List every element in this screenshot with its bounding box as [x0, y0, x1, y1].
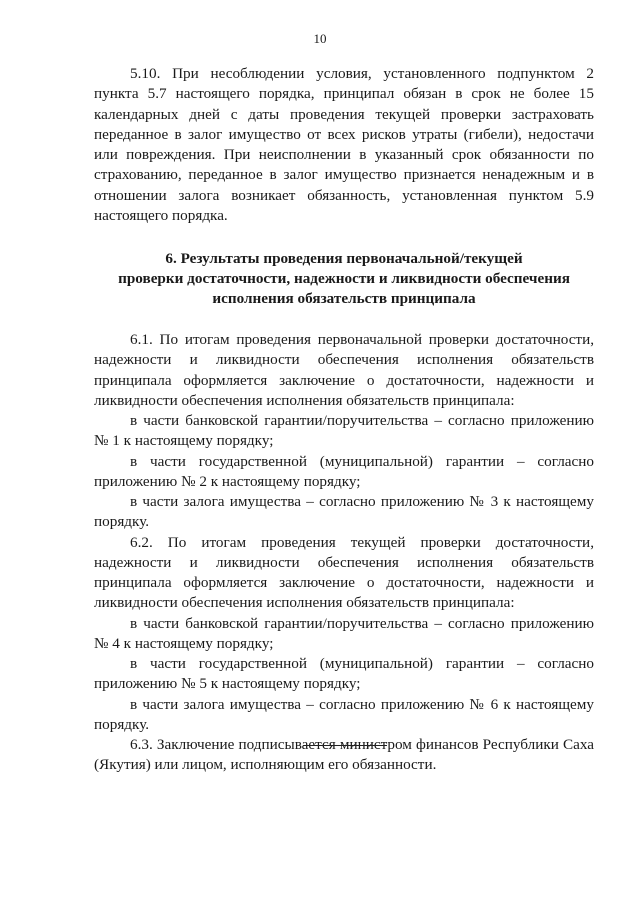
paragraph-6-2: 6.2. По итогам проведения текущей проверки достаточности, надежности и ликвидности обеспечения исполнения обязательств принципала оформляется заключение о достаточности, надежности и ликвидности обеспечения исполнения обязательств принципала:: [94, 533, 594, 612]
paragraph-6-2-property-pledge: в части залога имущества – согласно приложению № 6 к настоящему порядку.: [94, 695, 594, 733]
section-6-heading-line-1: 6. Результаты проведения первоначальной/текущей: [165, 250, 523, 267]
section-6-heading: [94, 249, 594, 309]
document-body: [94, 64, 594, 776]
paragraph-6-1-property-pledge: в части залога имущества – согласно приложению № 3 к настоящему порядку.: [94, 493, 594, 531]
section-6-heading-line-3: исполнения обязательств принципала: [212, 290, 476, 307]
end-rule-divider: [303, 745, 387, 746]
paragraph-6-1: 6.1. По итогам проведения первоначальной проверки достаточности, надежности и ликвидности обеспечения исполнения обязательств принципала оформляется заключение о достаточности, надежности и ликвидности обеспечения исполнения обязательств принципала:: [94, 331, 594, 409]
paragraph-6-3: 6.3. Заключение подписывается министром финансов Республики Саха (Якутия) или лицом, исполняющим его обязанности.: [94, 736, 594, 774]
paragraph-6-2-state-guarantee: в части государственной (муниципальной) гарантии – согласно приложению № 5 к настоящему порядку;: [94, 655, 594, 693]
paragraph-6-1-state-guarantee: в части государственной (муниципальной) гарантии – согласно приложению № 2 к настоящему порядку;: [94, 452, 594, 490]
paragraph-6-1-bank-guarantee: в части банковской гарантии/поручительства – согласно приложению № 1 к настоящему порядку;: [94, 412, 594, 450]
paragraph-5-10: 5.10. При несоблюдении условия, установленного подпунктом 2 пункта 5.7 настоящего порядка, принципал обязан в срок не более 15 календарных дней с даты проведения текущей проверки застраховать переданное в залог имущество от всех рисков утраты (гибели), недостачи или повреждения. При неисполнении в указанный срок обязанности по страхованию, переданное в залог имущество признается ненадежным и в отношении залога возникает обязанность, установленная пунктом 5.9 настоящего порядка.: [94, 65, 594, 224]
page-number: 10: [313, 31, 327, 46]
section-6-heading-line-2: проверки достаточности, надежности и ликвидности обеспечения: [118, 270, 570, 287]
paragraph-6-2-bank-guarantee: в части банковской гарантии/поручительства – согласно приложению № 4 к настоящему порядку;: [94, 614, 594, 652]
